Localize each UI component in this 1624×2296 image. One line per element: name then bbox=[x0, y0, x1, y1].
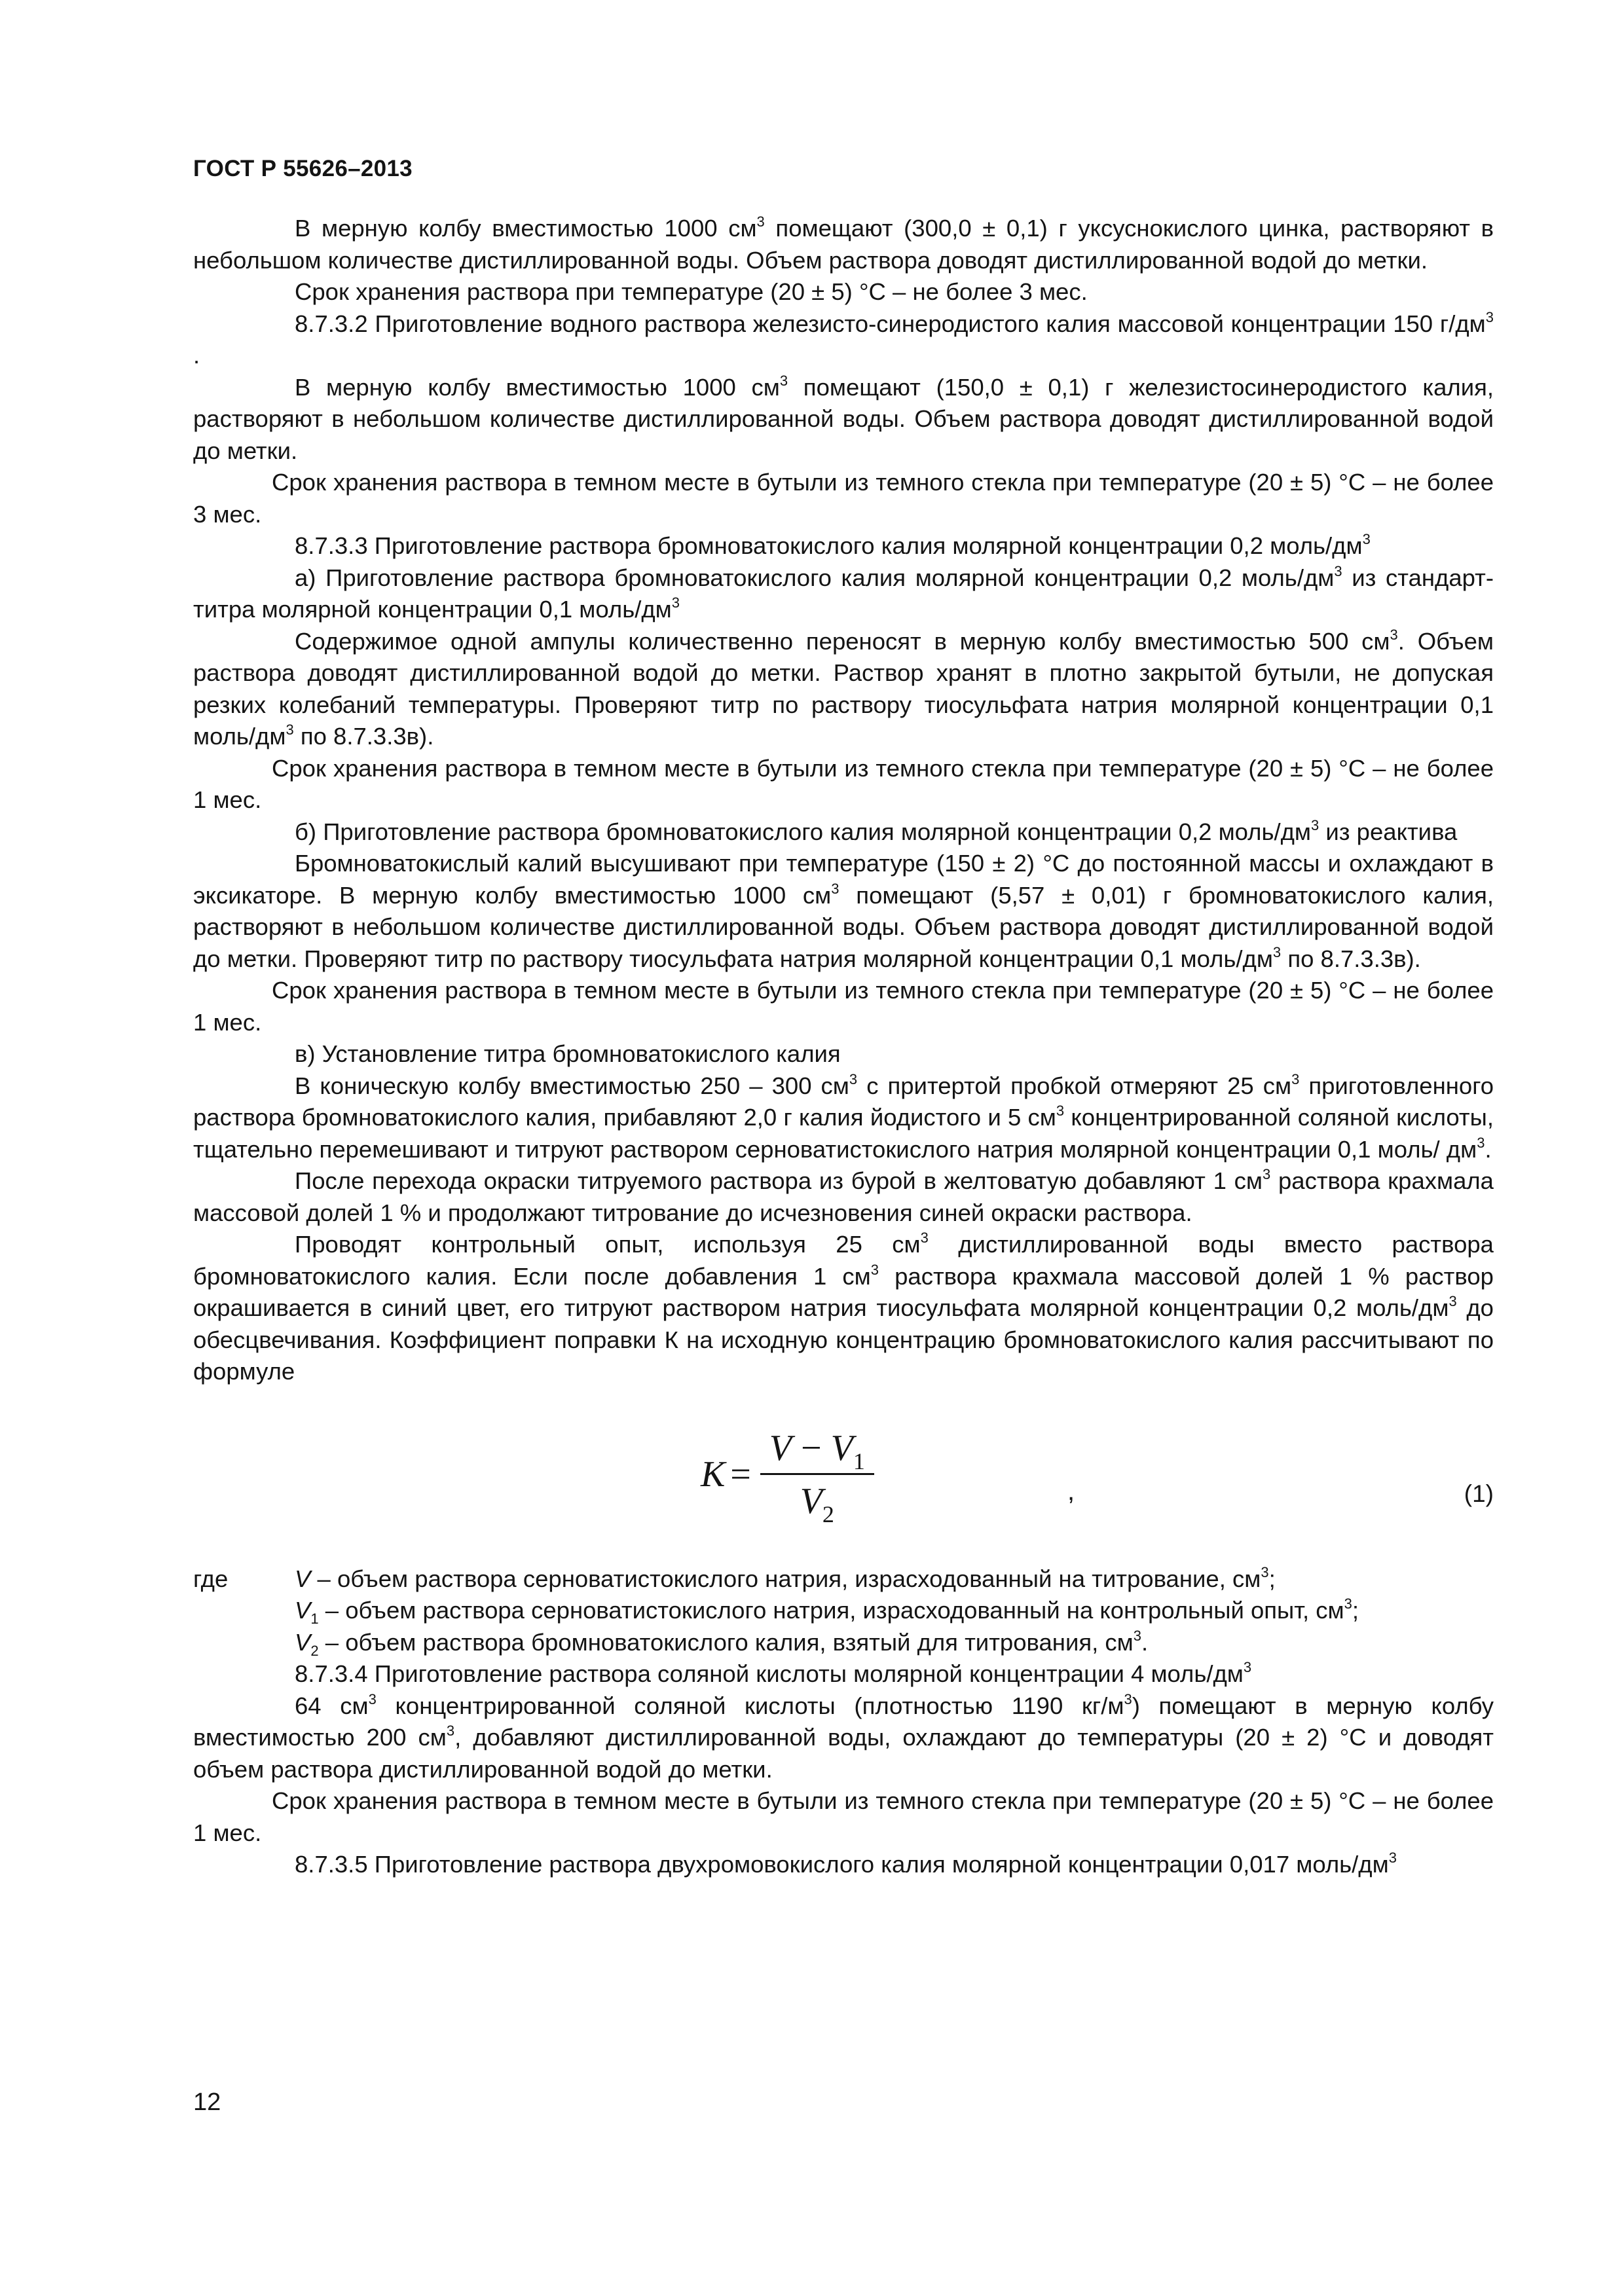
paragraph: Содержимое одной ампулы количественно переносят в мерную колбу вместимостью 500 $см^3$. Объем раствора доводят дистиллированной водой до метки. Раствор хранят в плотно закрытой бутыли, не допуская резких колебаний температуры. Проверяют титр по раствору тиосульфата натрия молярной концентрации 0,1 моль/$дм^3$ по 8.7.3.3в). bbox=[193, 626, 1494, 750]
superscript-3: 3 bbox=[779, 372, 788, 389]
superscript-3: 3 bbox=[1334, 562, 1342, 579]
superscript-3: 3 bbox=[671, 594, 680, 611]
superscript-3: 3 bbox=[1388, 1850, 1397, 1866]
superscript-3: 3 bbox=[1485, 308, 1494, 325]
variable-definition bbox=[295, 1563, 1494, 1595]
formula-fraction bbox=[760, 1427, 874, 1527]
superscript-3: 3 bbox=[1056, 1102, 1065, 1119]
paragraph: Проводят контрольный опыт, используя 25 $см^3$ дистиллированной воды вместо раствора бромноватокислого калия. Если после добавления 1 $см^3$ раствора крахмала массовой долей 1 % раствор окрашивается в синий цвет, его титруют раствором натрия тиосульфата молярной концентрации 0,2 моль/$дм^3$ до обесцвечивания. Коэффициент поправки К на исходную концентрацию бромноватокислого калия рассчитывают по формуле bbox=[193, 1230, 1494, 1385]
formula-minus: − bbox=[792, 1427, 831, 1468]
superscript-3: 3 bbox=[1344, 1595, 1352, 1612]
formula-var-v2: V bbox=[800, 1480, 822, 1522]
paragraph: Срок хранения раствора при температуре (20 ± 5) °С – не более 3 мес. bbox=[295, 278, 1088, 305]
superscript-3: 3 bbox=[1449, 1293, 1457, 1309]
page-number: 12 bbox=[193, 2088, 221, 2116]
superscript-3: 3 bbox=[286, 721, 294, 738]
paragraph: В коническую колбу вместимостью 250 – 300 $см^3$ с притертой пробкой отмеряют 25 $см^3$ приготовленного раствора бромноватокислого калия, прибавляют 2,0 г калия йодистого и 5 $см^3$ концентрированной соляной кислоты, тщательно перемешивают и титруют раствором серноватистокислого натрия молярной концентрации 0,1 моль/ $дм^3$. bbox=[193, 1070, 1494, 1163]
superscript-3: 3 bbox=[1262, 1166, 1271, 1182]
formula-equals: = bbox=[730, 1453, 751, 1495]
section-heading-8-7-3-4: 8.7.3.4 Приготовление раствора соляной кислоты молярной концентрации 4 моль/$дм^3$ bbox=[295, 1659, 1252, 1687]
formula-sub-2: 2 bbox=[822, 1501, 834, 1527]
variable-symbol: V bbox=[295, 1565, 311, 1592]
paragraph: Срок хранения раствора в темном месте в бутыли из темного стекла при температуре (20 ± 5) °С – не более 3 мес. bbox=[193, 469, 1494, 528]
section-heading-8-7-3-2: 8.7.3.2 Приготовление водного раствора железисто-синеродистого калия массовой концентрации 150 $г/дм^3$ . bbox=[193, 308, 1494, 369]
section-heading-8-7-3-3: 8.7.3.3 Приготовление раствора бромноватокислого калия молярной концентрации 0,2 моль/$дм^3$ bbox=[295, 531, 1371, 559]
paragraph: В мерную колбу вместимостью 1000 $см^3$ помещают (150,0 ± 0,1) г железистосинеродистого калия, растворяют в небольшом количестве дистиллированной воды. Объем раствора доводят дистиллированной водой до метки. bbox=[193, 372, 1494, 464]
superscript-3: 3 bbox=[1291, 1070, 1300, 1087]
formula-comma: , bbox=[1067, 1476, 1075, 1506]
document-code: ГОСТ Р 55626–2013 bbox=[193, 156, 413, 181]
subsection-v: в) Установление титра бромноватокислого калия bbox=[295, 1040, 841, 1067]
paragraph: После перехода окраски титруемого раствора из бурой в желтоватую добавляют 1 $см^3$ раствора крахмала массовой долей 1 % и продолжают титрование до исчезновения синей окраски раствора. bbox=[193, 1166, 1494, 1226]
superscript-3: 3 bbox=[1477, 1134, 1485, 1151]
paragraph: Бромноватокислый калий высушивают при температуре (150 ± 2) °С до постоянной массы и охлаждают в эксикаторе. В мерную колбу вместимостью 1000 $см^3$ помещают (5,57 ± 0,01) г бромноватокислого калия, растворяют в небольшом количестве дистиллированной воды. Объем раствора доводят дистиллированной водой до метки. Проверяют титр по раствору тиосульфата натрия молярной концентрации 0,1 моль/$дм^3$ по 8.7.3.3в). bbox=[193, 850, 1494, 972]
formula-numerator bbox=[760, 1429, 874, 1475]
formula-var-v: V bbox=[769, 1427, 792, 1468]
superscript-3: 3 bbox=[831, 880, 840, 897]
variable-text: – объем раствора бромноватокислого калия, взятый для титрования, $см^3$. bbox=[318, 1627, 1149, 1656]
subsection-b: б) Приготовление раствора бромноватокислого калия молярной концентрации 0,2 моль/$дм^3$ из реактива bbox=[295, 816, 1458, 845]
superscript-3: 3 bbox=[920, 1230, 929, 1246]
section-heading-8-7-3-5: 8.7.3.5 Приготовление раствора двухромовокислого калия молярной концентрации 0,017 моль/$дм^3$ bbox=[295, 1850, 1397, 1878]
superscript-3: 3 bbox=[1261, 1563, 1269, 1580]
superscript-3: 3 bbox=[1243, 1659, 1252, 1675]
superscript-3: 3 bbox=[1362, 531, 1371, 547]
page-body bbox=[193, 213, 1494, 1881]
variable-definition bbox=[295, 1627, 1494, 1659]
superscript-3: 3 bbox=[1124, 1690, 1132, 1707]
variable-symbol: V bbox=[295, 1597, 311, 1624]
superscript-3: 3 bbox=[756, 213, 765, 230]
superscript-3: 3 bbox=[1311, 816, 1320, 833]
variable-legend bbox=[193, 1563, 1494, 1659]
where-label: где bbox=[193, 1565, 229, 1592]
subsection-a: а) Приготовление раствора бромноватокислого калия молярной концентрации 0,2 моль/$дм^3$ из стандарт-титра молярной концентрации 0,1 моль/$дм^3$ bbox=[193, 562, 1494, 623]
variable-text: – объем раствора серноватистокислого натрия, израсходованный на контрольный опыт, $см^3$; bbox=[318, 1595, 1359, 1624]
formula-block bbox=[193, 1419, 1494, 1563]
paragraph: Срок хранения раствора в темном месте в бутыли из темного стекла при температуре (20 ± 5) °С – не более 1 мес. bbox=[193, 754, 1494, 813]
superscript-3: 3 bbox=[1133, 1627, 1141, 1644]
where-list bbox=[295, 1563, 1494, 1659]
formula-sub-1: 1 bbox=[853, 1448, 865, 1474]
formula-var-v1: V bbox=[830, 1427, 853, 1468]
superscript-3: 3 bbox=[1272, 943, 1282, 960]
superscript-3: 3 bbox=[870, 1261, 879, 1278]
variable-subscript: 2 bbox=[310, 1642, 319, 1659]
paragraph: 64 $см^3$ концентрированной соляной кислоты (плотностью 1190 $кг/м^3$) помещают в мерную колбу вместимостью 200 $см^3$, добавляют дистиллированной воды, охлаждают до температуры (20 ± 2) °С и доводят объем раствора дистиллированной водой до метки. bbox=[193, 1690, 1494, 1783]
variable-text: – объем раствора серноватистокислого натрия, израсходованный на титрование, $см^3$; bbox=[310, 1563, 1276, 1592]
formula-lhs: К bbox=[701, 1453, 726, 1495]
paragraph: В мерную колбу вместимостью 1000 $см^3$ помещают (300,0 ± 0,1) г уксуснокислого цинка, растворяют в небольшом количестве дистиллированной воды. Объем раствора доводят дистиллированной водой до метки. bbox=[193, 213, 1494, 274]
variable-subscript: 1 bbox=[310, 1611, 319, 1627]
paragraph: Срок хранения раствора в темном месте в бутыли из темного стекла при температуре (20 ± 5) °С – не более 1 мес. bbox=[193, 977, 1494, 1036]
variable-definition bbox=[295, 1595, 1494, 1627]
formula-number: (1) bbox=[1464, 1480, 1494, 1507]
superscript-3: 3 bbox=[1390, 626, 1398, 643]
superscript-3: 3 bbox=[446, 1722, 455, 1739]
superscript-3: 3 bbox=[368, 1690, 377, 1707]
formula bbox=[701, 1427, 874, 1527]
variable-symbol: V bbox=[295, 1628, 311, 1656]
formula-denominator bbox=[800, 1475, 834, 1527]
paragraph: Срок хранения раствора в темном месте в бутыли из темного стекла при температуре (20 ± 5) °С – не более 1 мес. bbox=[193, 1787, 1494, 1846]
superscript-3: 3 bbox=[849, 1070, 858, 1087]
